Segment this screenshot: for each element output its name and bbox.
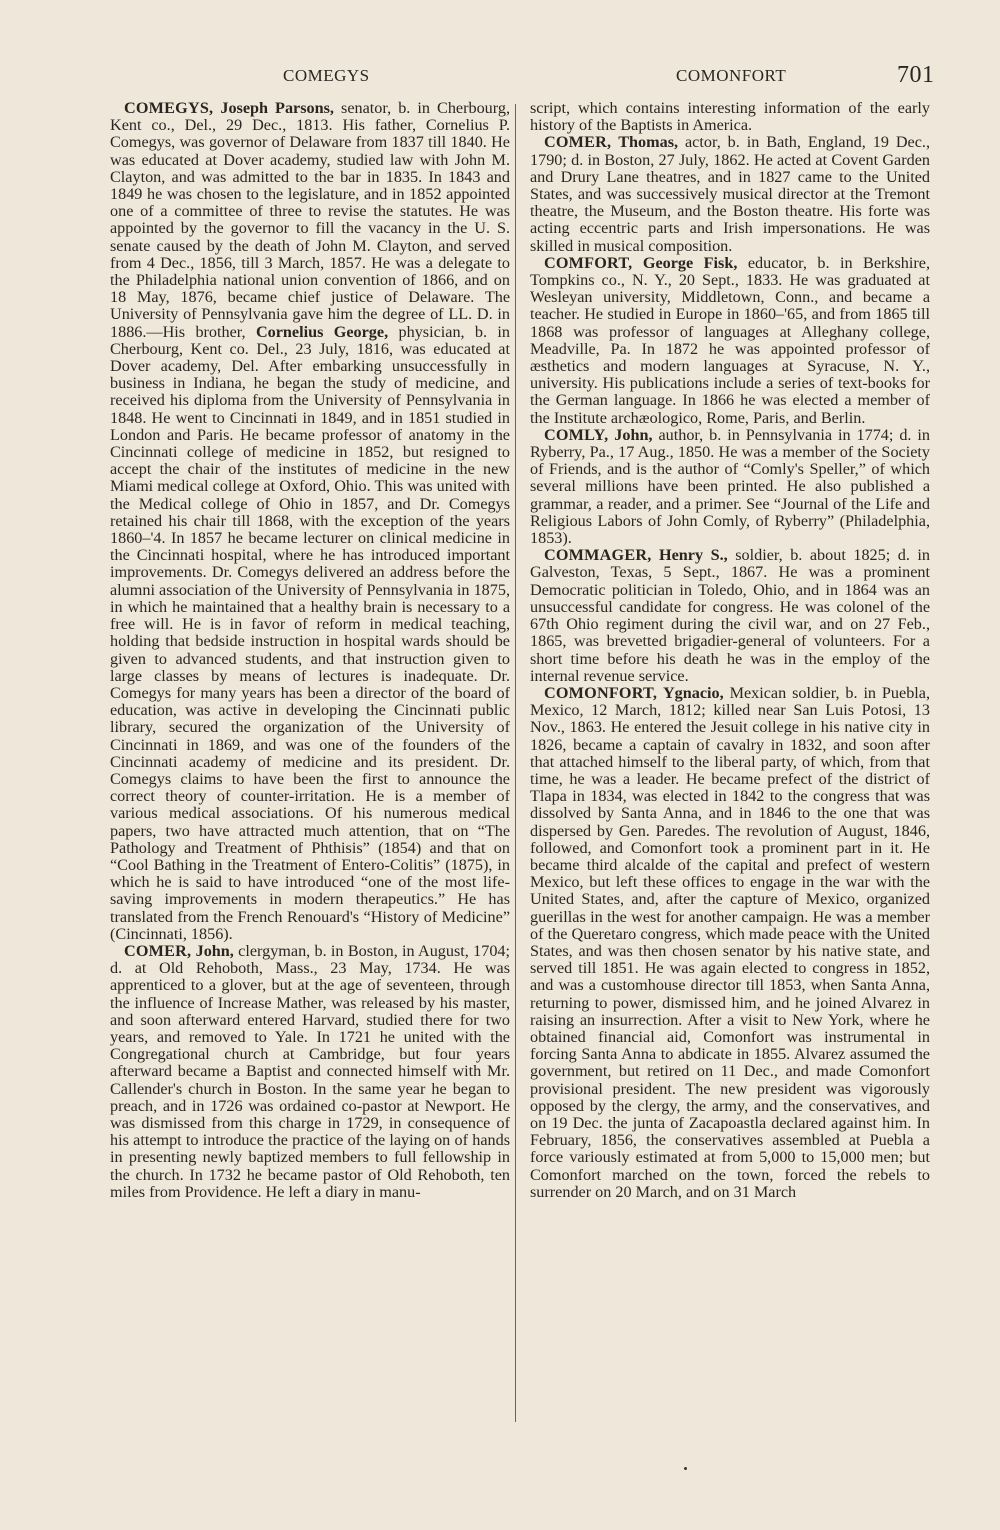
header-left-word: COMEGYS	[283, 66, 370, 85]
entry-name: Joseph Parsons,	[220, 100, 334, 117]
entry-headword: COMER,	[544, 133, 612, 152]
entry-text: Mexican soldier, b. in Puebla, Mexico, 12 March, 1812; killed near San Luis Potosi, 13 Nov., 1863. He entered the Jesuit college in his native city in 1826, became a captain of cavalry in 1832, and soon after that attached himself to the liberal party, of which, from that time, he was a leader. He became prefect of the district of Tlapa in 1834, was elected in 1842 to the congress that was dissolved by Santa Anna, and in 1846 to the one that was dispersed by Gen. Paredes. The revolution of August, 1846, followed, and Comonfort took a prominent part in it. He became third alcalde of the capital and prefect of western Mexico, but left these offices to engage in the war with the United States, and, after the capture of Mexico, organized guerillas in the west for another campaign. He was a member of the Queretaro congress, which made peace with the United States, and was then chosen senator by his native state, and served till 1851. He was again elected to congress in 1852, and was a customhouse director till 1853, when Santa Anna, returning to power, dismissed him, and he joined Alvarez in raising an insurrection. After a visit to New York, where he obtained financial aid, Comonfort was instrumental in forcing Santa Anna to abdicate in 1855. Alvarez assumed the government, but retired on 11 Dec., and made Comonfort provisional president. The new president was vigorously opposed by the clergy, the army, and the conservatives, and on 19 Dec. the junta of Zacapoastla declared against him. In February, 1856, the conservatives assembled at Puebla a force variously estimated at from 5,000 to 15,000 men; but Comonfort marched on the town, forced the rebels to surrender on 20 March, and on 31 March	[530, 683, 930, 1201]
left-column	[110, 100, 510, 1440]
entry-headword: COMONFORT,	[544, 683, 658, 702]
entry-comegys	[110, 100, 510, 943]
running-header	[0, 62, 1000, 102]
entry-headword: COMFORT,	[544, 253, 633, 272]
entry-text: author, b. in Pennsylvania in 1774; d. in Ryberry, Pa., 17 Aug., 1850. He was a member of the Society of Friends, and is the author of “Comly's Speller,” of which several millions have been printed. He also published a grammar, a reader, and a primer. See “Journal of the Life and Religious Labors of John Comly, of Ryberry” (Philadelphia, 1853).	[530, 425, 930, 548]
entry-comer-john	[110, 943, 510, 1201]
entry-text: educator, b. in Berkshire, Tompkins co., N. Y., 20 Sept., 1833. He was graduated at Wesleyan university, Middletown, Conn., and became a teacher. He studied in Europe in 1860–'65, and from 1865 till 1868 was professor of languages at Alleghany college, Meadville, Pa. In 1872 he was appointed professor of æsthetics and modern languages at Syracuse, N. Y., university. His publications include a series of text-books for the German language. In 1866 he was elected a member of the Institute archæologico, Rome, Paris, and Berlin.	[530, 253, 930, 427]
entry-headword: COMMAGER,	[544, 546, 652, 565]
ink-speck	[684, 1467, 687, 1470]
entry-text: script, which contains interesting information of the early history of the Baptists in America.	[530, 100, 930, 135]
entry-text: clergyman, b. in Boston, in August, 1704; d. at Old Rehoboth, Mass., 23 May, 1734. He was apprenticed to a glover, but at the age of seventeen, through the influence of Increase Mather, was released by his master, and soon afterward entered Harvard, studied there for two years, and removed to Yale. In 1721 he united with the Congregational church at Cambridge, but four years afterward became a Baptist and connected himself with Mr. Callender's church in Boston. In the same year he began to preach, and in 1726 was ordained co-pastor at Newport. He was dismissed from this charge in 1729, in consequence of his attempt to introduce the practice of the laying on of hands in presenting newly baptized members to full fellowship in the church. In 1732 he became pastor of Old Rehoboth, ten miles from Providence. He left a diary in manu-	[110, 941, 510, 1201]
entry-continuation	[530, 100, 930, 134]
page-number: 701	[897, 62, 935, 88]
right-column	[530, 100, 930, 1440]
entry-subentry-name: Cornelius George,	[255, 322, 389, 341]
entry-name: John,	[614, 425, 653, 444]
entry-text: senator, b. in Cherbourg, Kent co., Del., 29 Dec., 1813. His father, Cornelius P. Comegys, was governor of Delaware from 1837 till 1840. He was educated at Dover academy, studied law with John M. Clayton, and was admitted to the bar in 1835. In 1843 and 1849 he was chosen to the legislature, and in 1852 appointed one of a committee of three to revise the statutes. He was appointed by the governor to fill the vacancy in the U. S. senate caused by the death of John M. Clayton, and served from 4 Dec., 1856, till 3 March, 1857. He was a delegate to the Philadelphia national union convention of 1866, and on 18 May, 1876, became chief justice of Delaware. The University of Pennsylvania gave him the degree of LL. D. in 1886.—His brother,	[110, 100, 510, 341]
entry-text: actor, b. in Bath, England, 19 Dec., 1790; d. in Boston, 27 July, 1862. He acted at Covent Garden and Drury Lane theatres, and in 1827 came to the United States, and was successively musical director at the Tremont theatre, the Museum, and the Boston theatre. His forte was acting eccentric parts and Irish impersonations. He was skilled in musical composition.	[530, 133, 930, 255]
header-right-word: COMONFORT	[676, 66, 787, 85]
entry-subentry-text: physician, b. in Cherbourg, Kent co. Del., 23 July, 1816, was educated at Dover academy, Del. After embarking unsuccessfully in business in Indiana, he began the study of medicine, and received his diploma from the University of Pennsylvania in 1848. He went to Cincinnati in 1849, and in 1851 studied in London and Paris. He became professor of anatomy in the Cincinnati college of medicine in 1852, but resigned to accept the chair of the institutes of medicine in the new Miami medical college at Oxford, Ohio. This was united with the Medical college of Ohio in 1857, and Dr. Comegys retained his chair till 1868, with the exception of the years 1860–'4. In 1857 he became lecturer on clinical medicine in the Cincinnati hospital, where he has introduced important improvements. Dr. Comegys delivered an address before the alumni association of the University of Pennsylvania in 1875, in which he maintained that a healthy brain is necessary to a free will. He is in favor of reform in medical teaching, holding that bedside instruction in hospital wards should be given to advanced students, and that instruction given to large classes by means of lectures is inadequate. Dr. Comegys for many years has been a director of the board of education, was active in developing the Cincinnati public library, secured the organization of the University of Cincinnati in 1869, and was one of the founders of the Cincinnati academy of medicine and its president. Dr. Comegys claims to have been the first to announce the correct theory of counter-irritation. He is a member of various medical associations. Of his numerous medical papers, two have attracted much attention, that on “The Pathology and Treatment of Phthisis” (1854) and that on “Cool Bathing in the Treatment of Entero-Colitis” (1875), in which he is said to have introduced “one of the most life-saving improvements in modern therapeutics.” He has translated from the French Renouard's “History of Medicine” (Cincinnati, 1856).	[110, 322, 510, 943]
entry-text: soldier, b. about 1825; d. in Galveston, Texas, 5 Sept., 1867. He was a prominent Democratic politician in Toledo, Ohio, and in 1864 was an unsuccessful candidate for congress. He was colonel of the 67th Ohio regiment during the civil war, and on 27 Feb., 1865, was brevetted brigadier-general of volunteers. For a short time before his death he was in the employ of the internal revenue service.	[530, 546, 930, 685]
column-divider	[515, 104, 516, 1422]
entry-headword: COMER,	[124, 941, 192, 960]
entry-name: John,	[195, 941, 234, 960]
entry-name: Thomas,	[618, 133, 679, 152]
entry-headword: COMLY,	[544, 425, 609, 444]
entry-comfort	[530, 255, 930, 427]
entry-comonfort	[530, 685, 930, 1201]
entry-headword: COMEGYS,	[124, 100, 214, 117]
entry-name: George Fisk,	[642, 253, 738, 272]
entry-comer-thomas	[530, 134, 930, 254]
entry-name: Henry S.,	[659, 546, 728, 565]
entry-comly	[530, 427, 930, 547]
entry-commager	[530, 547, 930, 685]
entry-name: Ygnacio,	[662, 683, 724, 702]
